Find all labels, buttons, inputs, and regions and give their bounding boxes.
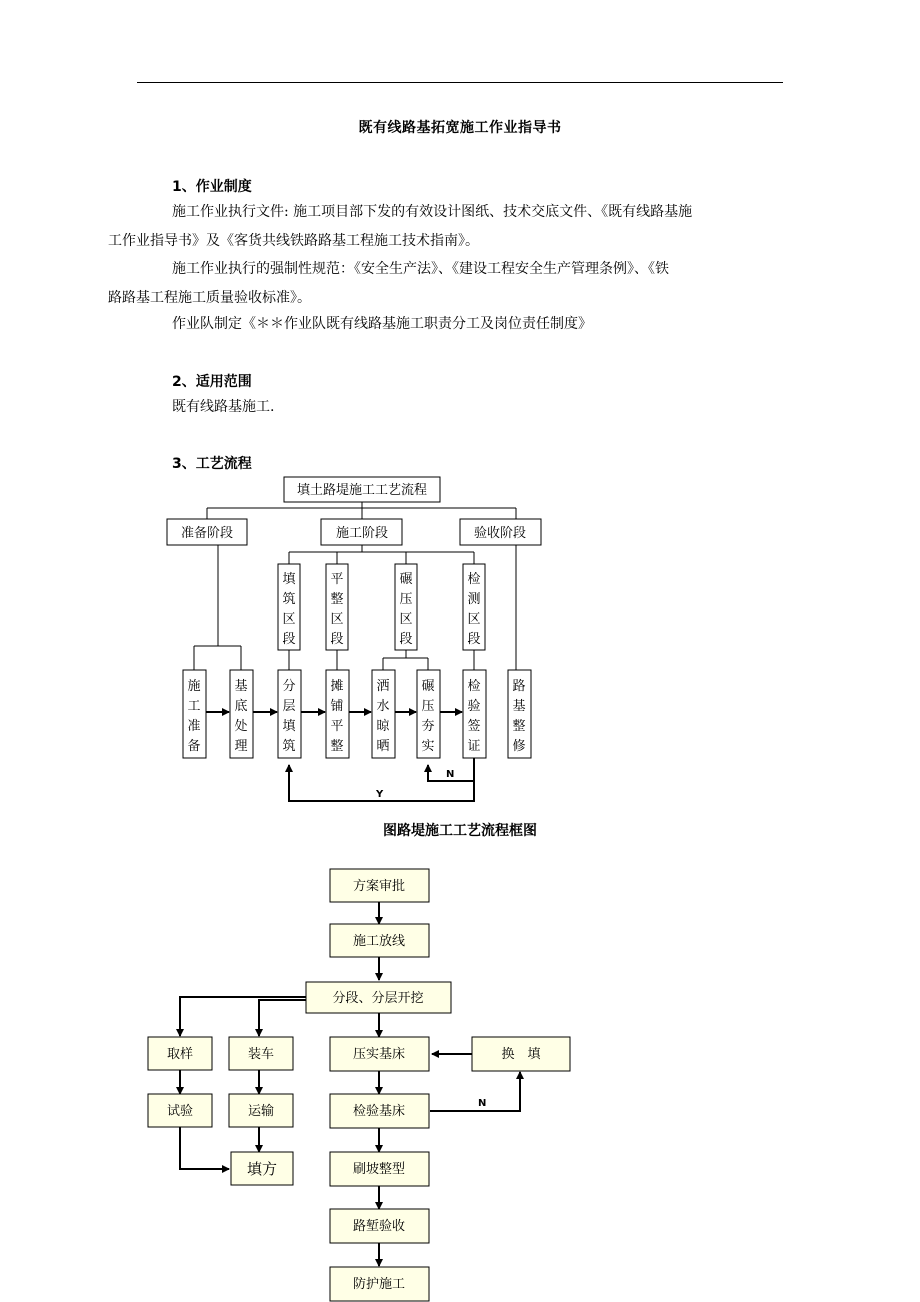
flow1-caption: 图路堤施工工艺流程框图: [383, 823, 537, 839]
flow2-approve: 方案审批: [352, 879, 406, 894]
flow2-sample: 取样: [166, 1047, 194, 1062]
flow1-step-water: 洒水晾晒: [376, 679, 390, 754]
flow1-step-compact: 碾压夯实: [421, 679, 435, 754]
flow1-step-spread: 摊铺平整: [330, 679, 344, 754]
section1-para2-line2: 路路基工程施工质量验收标准》。: [108, 290, 311, 306]
flow2-protect: 防护施工: [352, 1277, 406, 1292]
section1-para1-line1: 施工作业执行文件: 施工项目部下发的有效设计图纸、技术交底文件、《既有线路基施: [172, 204, 693, 220]
flow2-diagram: [148, 869, 570, 1301]
flow1-zones: [278, 564, 485, 650]
flow2-slope: 刷坡整型: [352, 1162, 406, 1177]
section3-heading: 3、工艺流程: [172, 456, 252, 472]
flow1-zone-level: 平整区段: [330, 572, 344, 647]
flow1-zone-roll: 碾压区段: [399, 572, 413, 647]
flow1-step-prepare: 施工准备: [187, 679, 201, 754]
flow1-diagram: [167, 477, 541, 801]
section1-para1-line2: 工作业指导书》及《客货共线铁路路基工程施工技术指南》。: [108, 233, 479, 249]
flow1-step-base: 基底处理: [234, 679, 248, 754]
section2-para: 既有线路基施工.: [172, 399, 275, 415]
flow1-step-layer: 分层填筑: [282, 679, 296, 754]
flow2-layout: 施工放线: [352, 934, 406, 949]
flow2-test: 试验: [166, 1104, 194, 1119]
flow1-step-finish: 路基整修: [512, 679, 526, 754]
flow1-stage-build: 施工阶段: [335, 526, 389, 541]
flow1-step-inspect: 检验签证: [467, 679, 481, 754]
section1-para2-line1: 施工作业执行的强制性规范：《安全生产法》、《建设工程安全生产管理条例》、《铁: [172, 261, 669, 277]
flow1-steps: [183, 670, 531, 758]
flow2-compact: 压实基床: [352, 1047, 406, 1062]
section1-para3: 作业队制定《＊＊作业队既有线路基施工职责分工及岗位责任制度》: [172, 316, 592, 332]
flow2-fill: 填方: [246, 1160, 278, 1178]
flow2-load: 装车: [247, 1047, 275, 1062]
flow1-label-n: N: [446, 769, 455, 780]
flow1-zone-test: 检测区段: [467, 572, 481, 647]
document-title: 既有线路基拓宽施工作业指导书: [358, 120, 562, 136]
flow2-accept: 路堑验收: [352, 1219, 406, 1234]
section1-heading: 1、作业制度: [172, 179, 252, 195]
flow1-stage-accept: 验收阶段: [473, 526, 527, 541]
flow1-zone-fill: 填筑区段: [282, 572, 296, 647]
section2-heading: 2、适用范围: [172, 374, 252, 390]
flow2-transport: 运输: [247, 1104, 275, 1119]
flow1-root-label: 填土路堤施工工艺流程: [296, 483, 428, 498]
flow1-stage-prep: 准备阶段: [180, 526, 234, 541]
flow2-excavate: 分段、分层开挖: [332, 991, 424, 1006]
flow1-label-y: Y: [376, 789, 384, 800]
flow2-label-n: N: [478, 1098, 487, 1109]
flow2-replace: 换 填: [501, 1047, 541, 1062]
flow2-inspect: 检验基床: [352, 1104, 406, 1119]
